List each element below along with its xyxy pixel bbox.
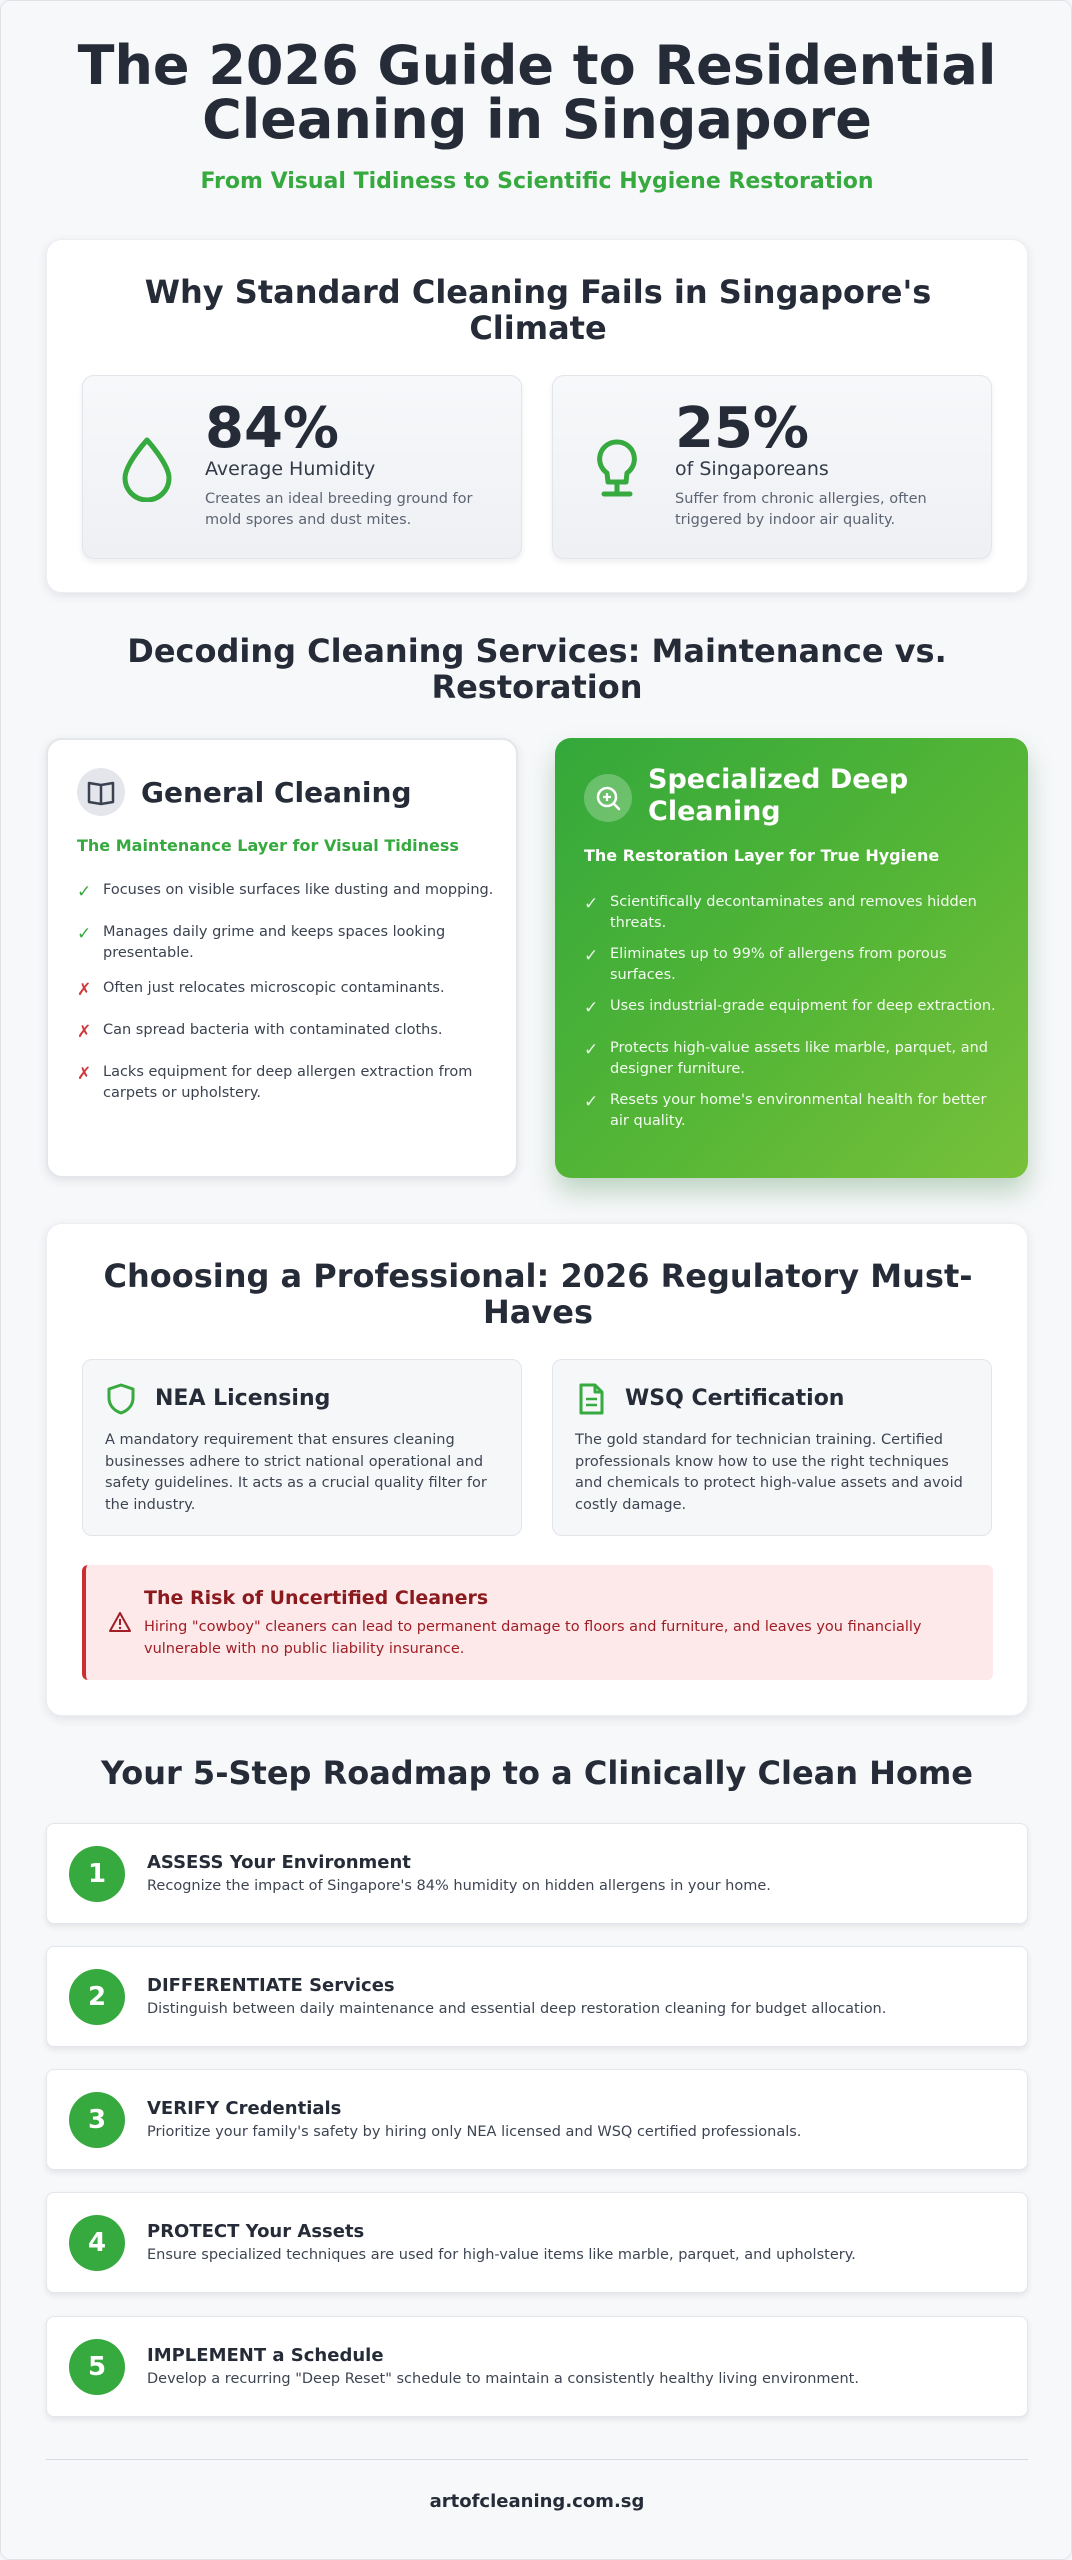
decode-title-line-1: Decoding Cleaning Services: Maintenance vs.	[127, 632, 947, 670]
check-icon: ✓	[584, 1040, 599, 1060]
list-item	[77, 978, 497, 1020]
cross-icon: ✗	[77, 980, 92, 1000]
warning-icon	[108, 1611, 132, 1633]
list-item	[584, 1090, 1004, 1142]
climate-section-title	[47, 274, 1029, 346]
risk-description: Hiring "cowboy" cleaners can lead to permanent damage to floors and furniture, and leaves you financially vulnerable with no public liability insurance.	[144, 1619, 922, 1657]
point-text: Resets your home's environmental health for better air quality.	[610, 1092, 987, 1129]
decode-section-title	[46, 633, 1028, 705]
step-description: Prioritize your family's safety by hiring only NEA licensed and WSQ certified professionals.	[147, 2124, 802, 2140]
water-drop-icon	[117, 434, 177, 502]
point-text: Protects high-value assets like marble, parquet, and designer furniture.	[610, 1040, 988, 1077]
risk-title: The Risk of Uncertified Cleaners	[144, 1587, 489, 1609]
roadmap-step-5	[46, 2316, 1028, 2417]
check-icon: ✓	[584, 894, 599, 914]
document-icon	[575, 1382, 607, 1416]
magnify-plus-icon	[584, 774, 632, 822]
point-text: Manages daily grime and keeps spaces looking presentable.	[103, 924, 446, 961]
stat-card-humidity	[82, 375, 522, 559]
climate-title-line-2: Climate	[469, 309, 607, 347]
regulatory-section-title	[47, 1258, 1029, 1330]
step-description: Ensure specialized techniques are used for high-value items like marble, parquet, and upholstery.	[147, 2247, 856, 2263]
check-icon: ✓	[584, 946, 599, 966]
step-number-badge: 1	[69, 1846, 125, 1902]
wsq-certification-description: The gold standard for technician training. Certified professionals know how to use the right techniques and chemicals to protect high-value assets and avoid costly damage.	[575, 1432, 963, 1513]
step-title: IMPLEMENT a Schedule	[147, 2345, 384, 2366]
nea-licensing-description: A mandatory requirement that ensures cleaning businesses adhere to strict national operational and safety guidelines. It acts as a crucial quality filter for the industry.	[105, 1432, 487, 1513]
cross-icon: ✗	[77, 1064, 92, 1084]
footer-site-link[interactable]: artofcleaning.com.sg	[429, 2491, 645, 2512]
shield-icon	[105, 1382, 137, 1416]
list-item	[77, 922, 497, 978]
stat-description: Creates an ideal breeding ground for mold spores and dust mites.	[205, 491, 473, 528]
check-icon: ✓	[77, 924, 92, 944]
stat-value: 25%	[675, 396, 810, 461]
step-title: DIFFERENTIATE Services	[147, 1975, 395, 1996]
regulatory-section	[46, 1223, 1028, 1716]
check-icon: ✓	[584, 998, 599, 1018]
footer-divider	[46, 2459, 1028, 2460]
step-title: ASSESS Your Environment	[147, 1852, 411, 1873]
cross-icon: ✗	[77, 1022, 92, 1042]
lightbulb-icon	[587, 434, 647, 502]
regulatory-title-line-2: Haves	[483, 1293, 593, 1331]
point-text: Can spread bacteria with contaminated cloths.	[103, 1022, 443, 1038]
list-item	[584, 892, 1004, 944]
roadmap-step-3	[46, 2069, 1028, 2170]
page-title-line-2: Cleaning in Singapore	[202, 88, 872, 151]
stat-card-allergies	[552, 375, 992, 559]
regulatory-title-line-1: Choosing a Professional: 2026 Regulatory Must-	[103, 1257, 973, 1295]
deep-cleaning-card	[555, 738, 1028, 1178]
list-item	[77, 1020, 497, 1062]
stat-label: Average Humidity	[205, 458, 376, 480]
point-text: Often just relocates microscopic contaminants.	[103, 980, 445, 996]
page-subtitle: From Visual Tidiness to Scientific Hygiene Restoration	[200, 169, 874, 194]
stat-value: 84%	[205, 396, 340, 461]
step-description: Recognize the impact of Singapore's 84% humidity on hidden allergens in your home.	[147, 1878, 771, 1894]
point-text: Lacks equipment for deep allergen extraction from carpets or upholstery.	[103, 1064, 473, 1101]
page-title	[1, 34, 1072, 151]
point-text: Uses industrial-grade equipment for deep extraction.	[610, 998, 996, 1014]
roadmap-step-4	[46, 2192, 1028, 2293]
deep-cleaning-subtitle: The Restoration Layer for True Hygiene	[584, 846, 940, 865]
wsq-certification-card	[552, 1359, 992, 1536]
deep-title-line-2: Cleaning	[648, 796, 781, 827]
check-icon: ✓	[77, 882, 92, 902]
point-text: Eliminates up to 99% of allergens from porous surfaces.	[610, 946, 947, 983]
step-description: Develop a recurring "Deep Reset" schedule to maintain a consistently healthy living environment.	[147, 2371, 859, 2387]
point-text: Focuses on visible surfaces like dusting and mopping.	[103, 882, 494, 898]
stat-label: of Singaporeans	[675, 458, 829, 480]
roadmap-step-2	[46, 1946, 1028, 2047]
step-title: VERIFY Credentials	[147, 2098, 342, 2119]
point-text: Scientifically decontaminates and removes hidden threats.	[610, 894, 977, 931]
roadmap-step-1	[46, 1823, 1028, 1924]
book-icon	[77, 768, 125, 816]
deep-cleaning-points	[584, 892, 1004, 1142]
list-item	[584, 1038, 1004, 1090]
list-item	[77, 880, 497, 922]
deep-title-line-1: Specialized Deep	[648, 764, 909, 795]
general-cleaning-points	[77, 880, 497, 1104]
step-title: PROTECT Your Assets	[147, 2221, 365, 2242]
list-item	[77, 1062, 497, 1104]
page-title-line-1: The 2026 Guide to Residential	[77, 34, 997, 97]
general-cleaning-title: General Cleaning	[141, 776, 412, 809]
list-item	[584, 944, 1004, 996]
general-cleaning-subtitle: The Maintenance Layer for Visual Tidiness	[77, 836, 459, 855]
nea-licensing-card	[82, 1359, 522, 1536]
general-cleaning-card	[46, 738, 518, 1178]
climate-title-line-1: Why Standard Cleaning Fails in Singapore's	[144, 273, 932, 311]
list-item	[584, 996, 1004, 1038]
decode-title-line-2: Restoration	[431, 668, 643, 706]
step-number-badge: 2	[69, 1969, 125, 2025]
step-description: Distinguish between daily maintenance and essential deep restoration cleaning for budget allocation.	[147, 2001, 887, 2017]
check-icon: ✓	[584, 1092, 599, 1112]
stat-description: Suffer from chronic allergies, often triggered by indoor air quality.	[675, 491, 927, 528]
step-number-badge: 5	[69, 2339, 125, 2395]
hero-header	[1, 34, 1072, 194]
nea-licensing-title: NEA Licensing	[155, 1386, 331, 1411]
roadmap-section-title: Your 5-Step Roadmap to a Clinically Clean Home	[101, 1754, 973, 1792]
wsq-certification-title: WSQ Certification	[625, 1386, 845, 1411]
deep-cleaning-title	[648, 764, 988, 828]
step-number-badge: 4	[69, 2215, 125, 2271]
step-number-badge: 3	[69, 2092, 125, 2148]
risk-alert	[82, 1565, 993, 1680]
climate-section	[46, 239, 1028, 593]
